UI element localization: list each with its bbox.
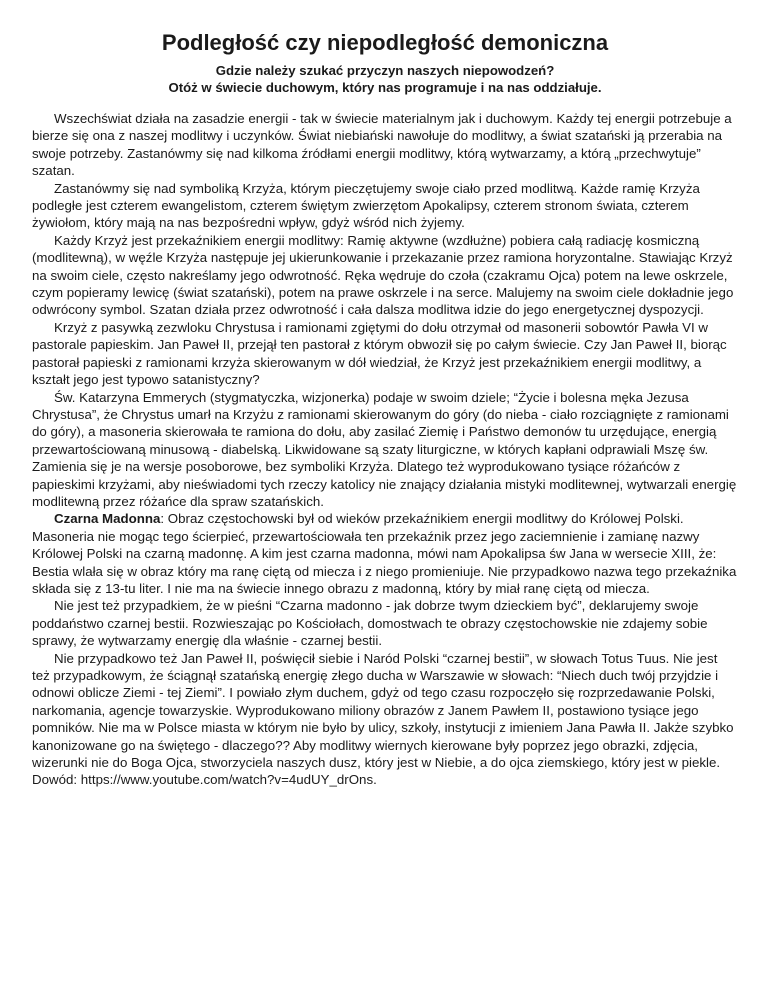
paragraph-pastoral: Krzyż z pasywką zezwloku Chrystusa i ramionami zgiętymi do dołu otrzymał od masonerii sobowtór Pawła VI w pastorale papieskim. Jan Paweł II, przejął ten pastorał z którym obwoził się po całym świecie. Czy Jan Paweł II, biorąc pastorał papieski z ramionami krzyża skierowanym w dół wiedział, że Krzyż jest przekaźnikiem energii modlitwy, a kształt jego jest typowo satanistyczny?	[32, 319, 727, 388]
bold-lead: Czarna Madonna	[54, 511, 161, 527]
paragraph-cross-symbolism: Zastanówmy się nad symboliką Krzyża, którym pieczętujemy swoje ciało przed modlitwą. Każde ramię Krzyża podległe jest czterem ewangelistom, czterem świętym zwierzętom Apokalipsy, czterem stronom świata, czterem żywiołom, który mają na nas bezpośredni wpływ, gdyż wśród nich żyjemy.	[32, 180, 700, 231]
article-body	[32, 110, 738, 789]
subtitle-answer: Otóż w świecie duchowym, który nas programuje i na nas oddziałuje.	[168, 80, 602, 95]
paragraph-john-paul: Nie przypadkowo też Jan Paweł II, poświęcił siebie i Naród Polski “czarnej bestii”, w słowach Totus Tuus. Nie jest też przypadkowym, że ściągnął szatańską energię złego ducha w Warszawie w słowach: “Niech duch twój przyjdzie i odnowi oblicze Ziemi - tej Ziemi”. I powiało złym duchem, gdyż od tego czasu rozpoczęło się rozprzedawanie Polski, narkomania, agencje towarzyskie. Wyprodukowano miliony obrazów z Janem Pawłem II, postawiono tysiące jego pomników. Nie ma w Polsce miasta w którym nie było by ulicy, szkoły, instytucji z imieniem Jana Pawła II. Jakże szybko kanonizowane go na świętego - dlaczego?? Aby modlitwy wiernych kierowane były poprzez jego obrazki, zdjęcia, wizerunki nie do Boga Ojca, stworzyciela naszych dusz, który jest w Niebie, a do ojca ziemskiego, który jest w piekle. Dowód: https://www.youtube.com/watch?v=4udUY_drOns.	[32, 650, 734, 788]
paragraph-cross-transmitter: Każdy Krzyż jest przekaźnikiem energii modlitwy: Ramię aktywne (wzdłużne) pobiera całą radiację kosmiczną (modlitewną), w węźle Krzyża następuje jej ukierunkowanie i przekazanie przez ramiona horyzontalne. Stawiając Krzyż na swoim ciele, często nakreślamy jego odwrotność. Ręka wędruje do czoła (czakramu Ojca) potem na lewe oskrzele, czym popieramy lewicę (świat szatański), potem na prawe oskrzele i na serce. Malujemy na swoim ciele dokładnie jego odwrócony symbol. Szatan działa przez odwrotność i cała dalsza modlitwa idzie do jego energetycznej dyspozycji.	[32, 232, 734, 318]
paragraph-song: Nie jest też przypadkiem, że w pieśni “Czarna madonno - jak dobrze twym dzieckiem być”, deklarujemy swoje poddaństwo czarnej bestii. Rozwieszając po Kościołach, domostwach te obrazy częstochowskie nie zdajemy sobie sprawy, że wytwarzamy energię dla właśnie - czarnej bestii.	[32, 598, 708, 649]
document-page	[32, 30, 738, 789]
page-title: Podległość czy niepodległość demoniczna	[161, 30, 609, 55]
paragraph-energy: Wszechświat działa na zasadzie energii - tak w świecie materialnym jak i duchowym. Każdy tej energii potrzebuje a bierze się ona z naszej modlitwy i uczynków. Świat niebiański nawołuje do modlitwy, a świat szatański ją przerabia na swoje potrzeby. Zastanówmy się nad kilkoma źródłami energii modlitwy, którą wytwarzamy, a którą „przechwytuje” szatan.	[32, 111, 732, 179]
subtitle-question: Gdzie należy szukać przyczyn naszych niepowodzeń?	[215, 63, 555, 78]
paragraph-black-madonna-text: Obraz częstochowski był od wieków przekaźnikiem energii modlitwy do Królowej Polski. Masoneria nie mogąc tego ścierpieć, przewartościowała ten przekaźnik przez jego zaciemnienie i zamianę nazwy Królowej Polski na czarną madonnę. A kim jest czarna madonna, mówi nam Apokalipsa św Jana w wersecie XIII, że: Bestia wlała się w obraz który ma ranę ciętą od miecza i z niego promieniuje. Nie przypadkowo nazwa tego przekaźnika składa się z 13-tu liter. I nie ma na świecie innego obrazu z madonną, który by miał ranę ciętą od miecza.	[32, 511, 737, 596]
paragraph-emmerich: Św. Katarzyna Emmerych (stygmatyczka, wizjonerka) podaje w swoim dziele; “Życie i bolesna męka Jezusa Chrystusa”, że Chrystus umarł na Krzyżu z ramionami skierowanym do góry (do nieba - ciało rozciągnięte z ramionami do góry), a masoneria skierowała te ramiona do dołu, aby zasilać Ziemię i Państwo demonów tu urzędujące, energią przewartościowaną minusową - diabelską. Likwidowane są szaty liturgiczne, w których kapłani odprawiali Mszę św. Zamienia się je na wersje posoborowe, bez symboliki Krzyża. Dlatego też wyprodukowano tysiące różańców z papieskimi krzyżami, aby nieświadomi tych rzeczy katolicy nie znający działania mistyki modlitewnej, wytwarzali energię modlitewną przez różańce dla spraw szatańskich.	[32, 389, 737, 509]
paragraph-black-madonna: Czarna Madonna: Obraz częstochowski był od wieków przekaźnikiem energii modlitwy do Królowej Polski. Masoneria nie mogąc tego ścierpieć, przewartościowała ten przekaźnik przez jego zaciemnienie i zamianę nazwy Królowej Polski na czarną madonnę. A kim jest czarna madonna, mówi nam Apokalipsa św Jana w wersecie XIII, że: Bestia wlała się w obraz który ma ranę ciętą od miecza i z niego promieniuje. Nie przypadkowo nazwa tego przekaźnika składa się z 13-tu liter. I nie ma na świecie innego obrazu z madonną, który by miał ranę ciętą od miecza.	[32, 511, 737, 596]
